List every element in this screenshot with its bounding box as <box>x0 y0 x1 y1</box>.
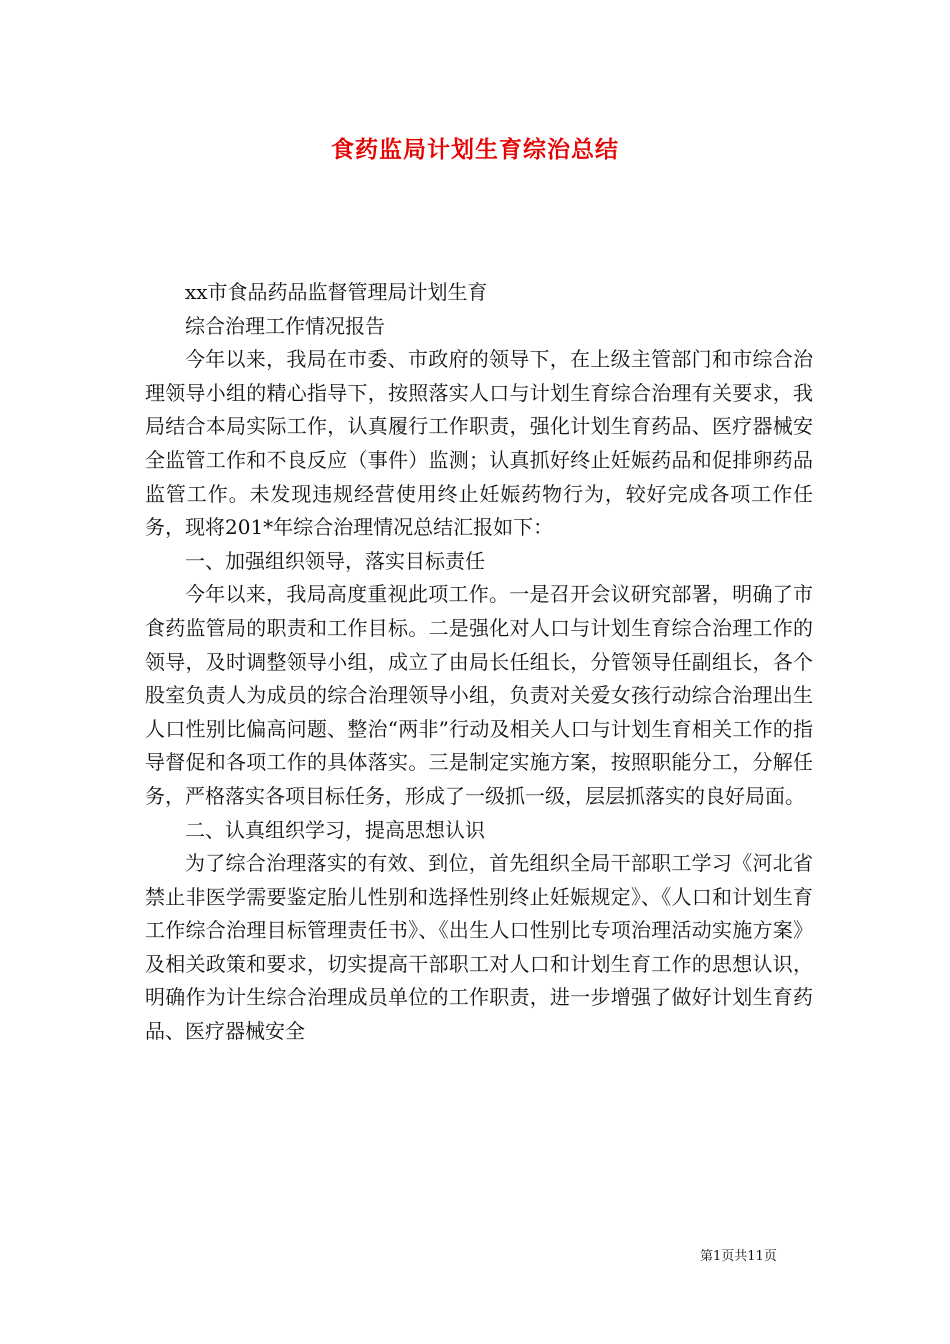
document-body <box>145 276 813 1049</box>
section-2-paragraph: 为了综合治理落实的有效、到位，首先组织全局干部职工学习《河北省禁止非医学需要鉴定胎儿性别和选择性别终止妊娠规定》、《人口和计划生育工作综合治理目标管理责任书》、《出生人口性别比专项治理活动实施方案》及相关政策和要求，切实提高干部职工对人口和计划生育工作的思想认识，明确作为计生综合治理成员单位的工作职责，进一步增强了做好计划生育药品、医疗器械安全 <box>145 851 813 1044</box>
document-title: 食药监局计划生育综治总结 <box>331 136 619 163</box>
report-org-line: xx市食品药品监督管理局计划生育 <box>185 280 488 304</box>
section-heading-2: 二、认真组织学习，提高思想认识 <box>185 817 485 842</box>
page-number: 第1页共11页 <box>700 1249 777 1264</box>
section-heading-1: 一、加强组织领导，落实目标责任 <box>185 548 485 573</box>
section-1-paragraph: 今年以来，我局高度重视此项工作。一是召开会议研究部署，明确了市食药监管局的职责和工作目标。二是强化对人口与计划生育综合治理工作的领导，及时调整领导小组，成立了由局长任组长，分管领导任副组长，各个股室负责人为成员的综合治理领导小组，负责对关爱女孩行动综合治理出生人口性别比偏高问题、整治“两非”行动及相关人口与计划生育相关工作的指导督促和各项工作的具体落实。三是制定实施方案，按照职能分工，分解任务，严格落实各项目标任务，形成了一级抓一级，层层抓落实的良好局面。 <box>145 582 813 808</box>
report-subtitle-line: 综合治理工作情况报告 <box>185 313 385 338</box>
intro-paragraph: 今年以来，我局在市委、市政府的领导下，在上级主管部门和市综合治理领导小组的精心指导下，按照落实人口与计划生育综合治理有关要求，我局结合本局实际工作，认真履行工作职责，强化计划生育药品、医疗器械安全监管工作和不良反应（事件）监测；认真抓好终止妊娠药品和促排卵药品监管工作。未发现违规经营使用终止妊娠药物行为，较好完成各项工作任务，现将201*年综合治理情况总结汇报如下： <box>145 347 813 540</box>
